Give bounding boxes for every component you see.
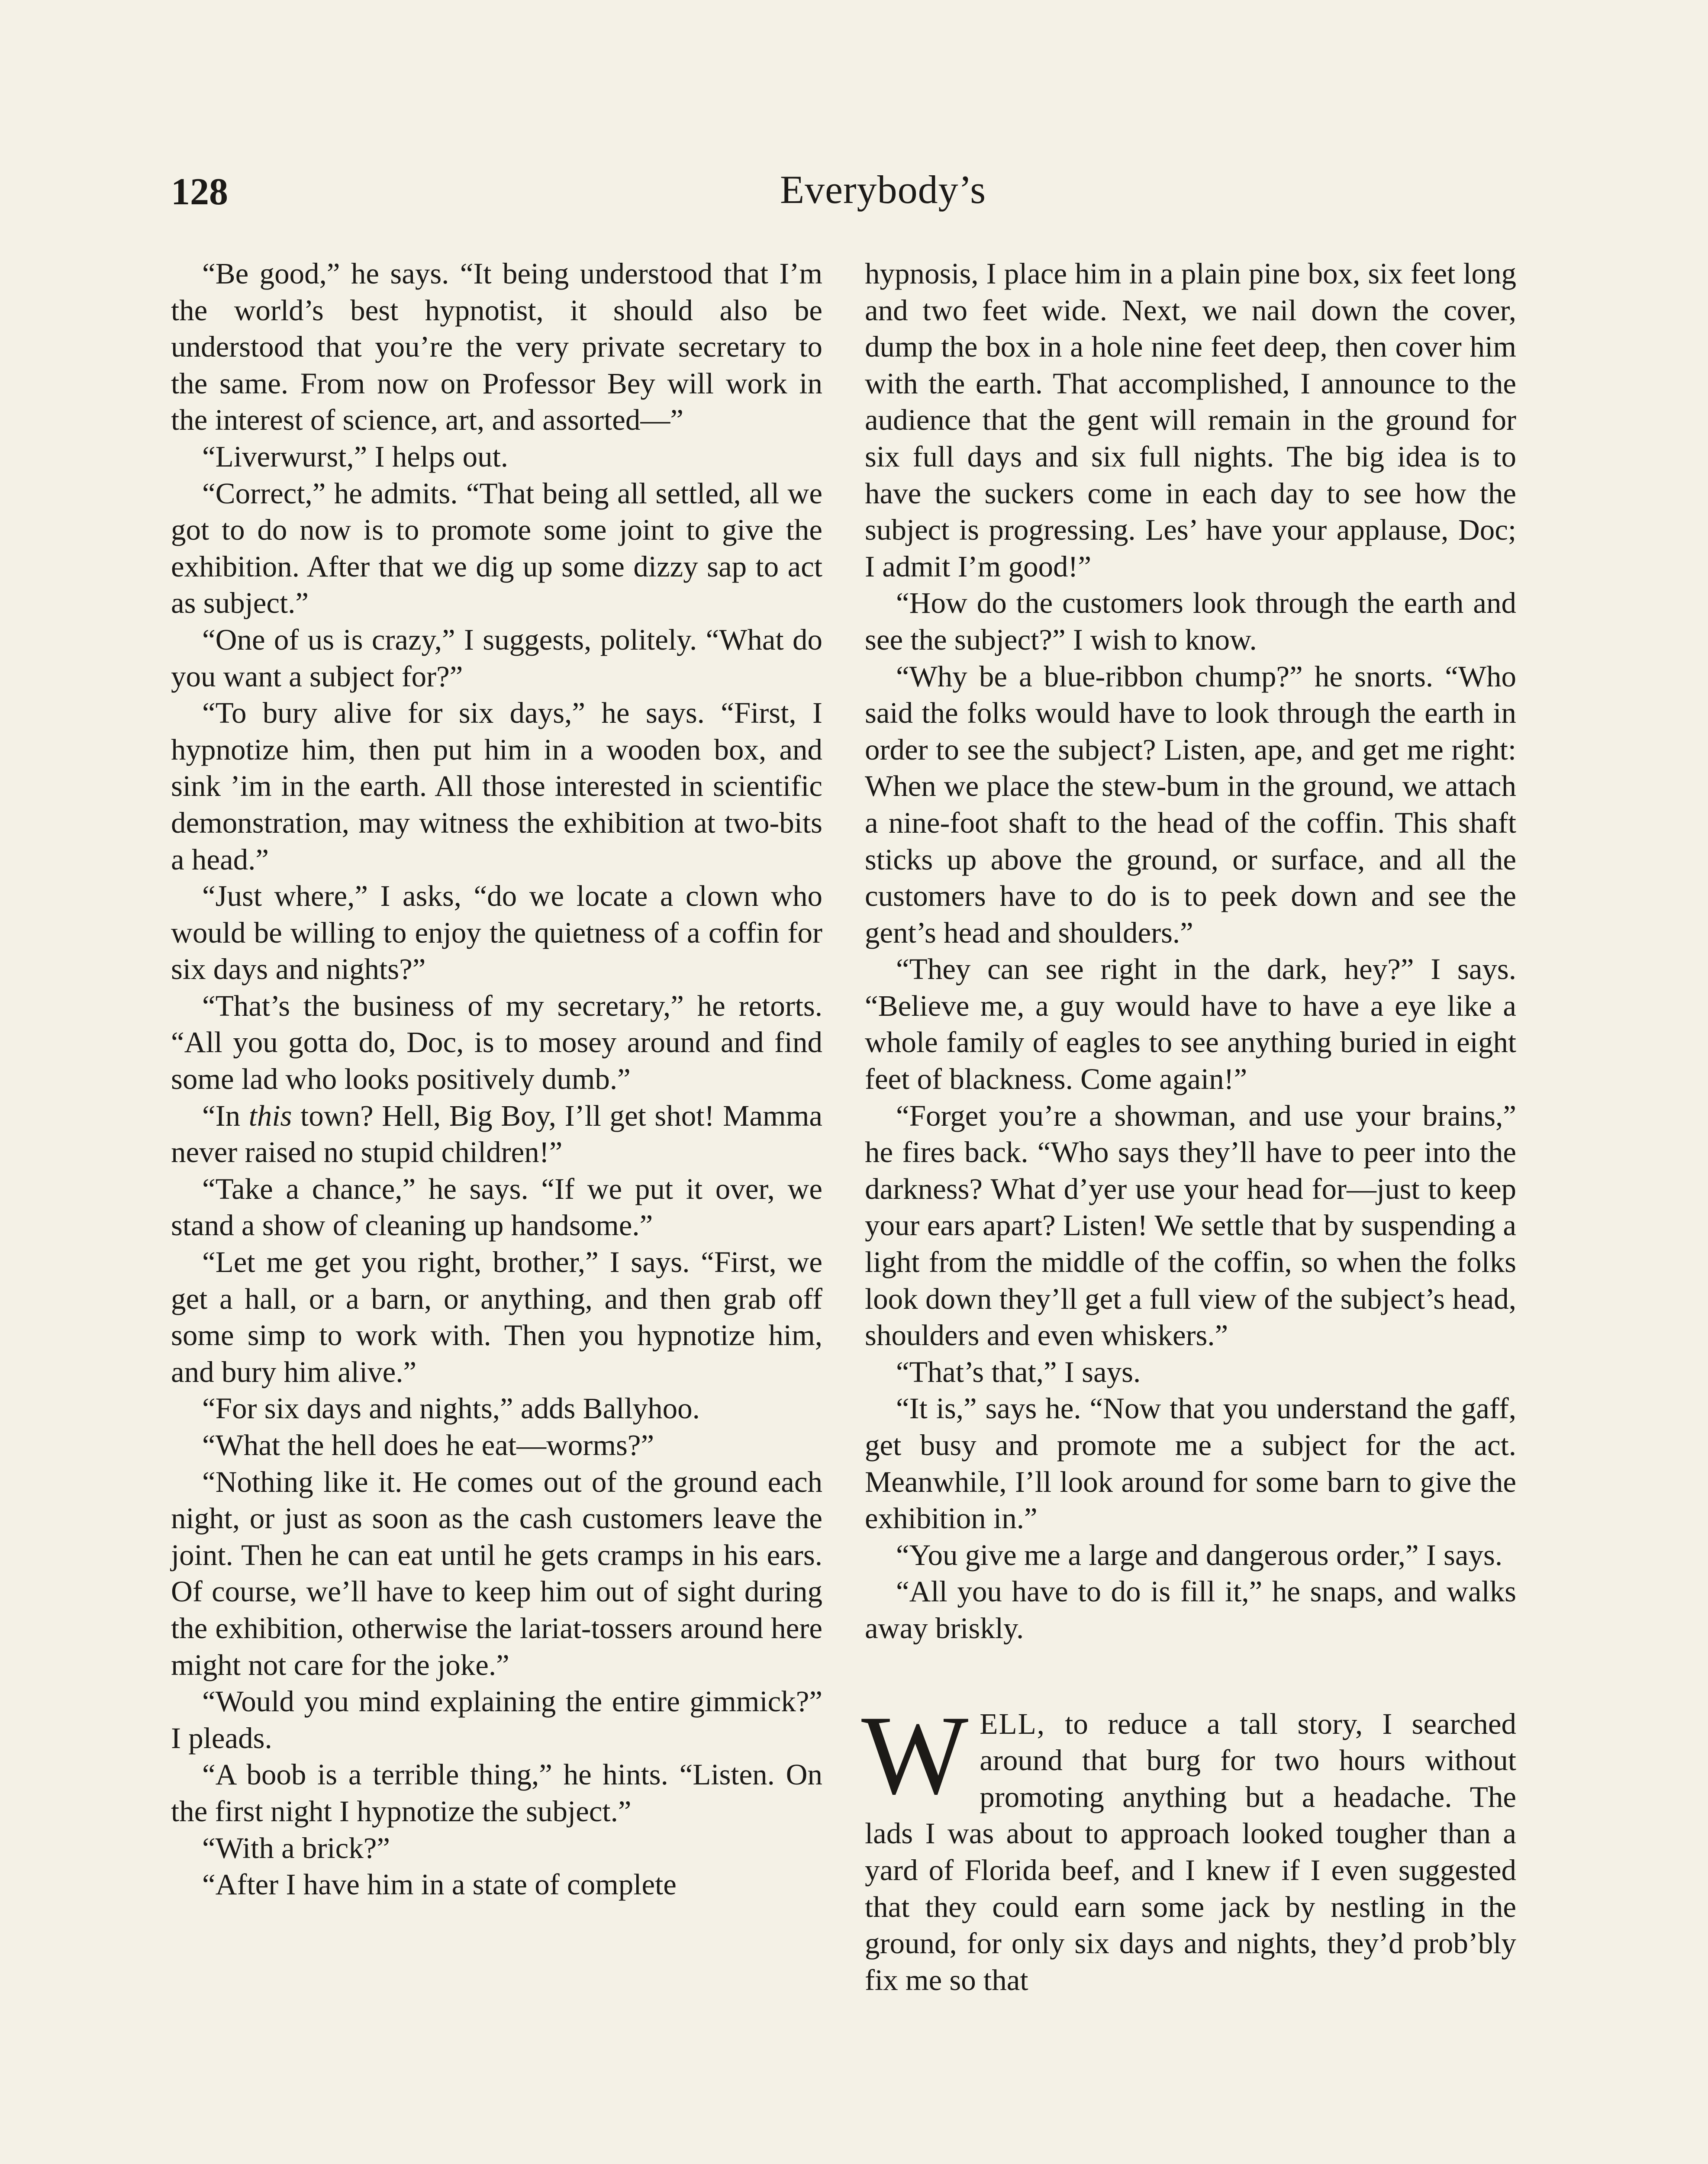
section-opening-paragraph bbox=[861, 1692, 1516, 1999]
paragraph: “To bury alive for six days,” he says. “First, I hypnotize him, then put him in a wooden box, and sink ’im in the earth. All those interested in scientific demonstration, may witness the exhibition at two-bits a head.” bbox=[171, 696, 822, 876]
paragraph: “Let me get you right, brother,” I says. “First, we get a hall, or a barn, or anything, and then grab off some simp to work with. Then you hypnotize him, and bury him alive.” bbox=[171, 1246, 822, 1388]
paragraph: “It is,” says he. “Now that you understand the gaff, get busy and promote me a subject for the act. Meanwhile, I’ll look around for some barn to give the exhibition in.” bbox=[865, 1392, 1516, 1535]
paragraph: “You give me a large and dangerous order,” I says. bbox=[896, 1538, 1503, 1571]
lead-caps: ELL, bbox=[980, 1707, 1045, 1740]
paragraph: “For six days and nights,” adds Ballyhoo. bbox=[202, 1392, 700, 1425]
left-column bbox=[171, 255, 822, 1903]
drop-cap: W bbox=[861, 1692, 969, 1818]
right-column bbox=[861, 255, 1516, 1998]
paragraph: hypnosis, I place him in a plain pine box, six feet long and two feet wide. Next, we nail down the cover, dump the box in a hole nine feet deep, then cover him with the earth. That accomplished, I announce to the audience that the gent will remain in the ground for six full days and six full nights. The big idea is to have the suckers come in each day to see how the subject is progressing. Les’ have your applause, Doc; I admit I’m good!” bbox=[865, 257, 1516, 583]
paragraph: “Liverwurst,” I helps out. bbox=[202, 440, 509, 473]
paragraph: “Take a chance,” he says. “If we put it over, we stand a show of cleaning up handsome.” bbox=[171, 1172, 822, 1242]
paragraph: “That’s the business of my secretary,” he retorts. “All you gotta do, Doc, is to mosey around and find some lad who looks positively dumb.” bbox=[171, 989, 822, 1096]
paragraph: “Why be a blue-ribbon chump?” he snorts. “Who said the folks would have to look through the earth in order to see the subject? Listen, ape, and get me right: When we place the stew-bum in the ground, we attach a nine-foot shaft to the head of the coffin. This shaft sticks up above the ground, or surface, and all the customers have to do is to peek down and see the gent’s head and shoulders.” bbox=[865, 660, 1516, 949]
page-number: 128 bbox=[171, 171, 228, 213]
paragraph: “After I have him in a state of complete bbox=[202, 1868, 677, 1901]
paragraph: “All you have to do is fill it,” he snaps, and walks away briskly. bbox=[865, 1575, 1516, 1645]
paragraph: “What the hell does he eat—worms?” bbox=[202, 1429, 654, 1462]
paragraph: “One of us is crazy,” I suggests, politely. “What do you want a subject for?” bbox=[171, 623, 822, 693]
paragraph: “A boob is a terrible thing,” he hints. “Listen. On the first night I hypnotize the subject.” bbox=[171, 1758, 822, 1828]
paragraph: “With a brick?” bbox=[202, 1831, 390, 1865]
paragraph: “Be good,” he says. “It being understood that I’m the world’s best hypnotist, it should also be understood that you’re the very private secretary to the same. From now on Professor Bey will work in the interest of science, art, and assorted—” bbox=[171, 257, 822, 437]
section-text: to reduce a tall story, I searched around that burg for two hours without promoting anything but a headache. The lads I was about to approach looked tougher than a yard of Florida beef, and I knew if I even suggested that they could earn some jack by nestling in the ground, for only six days and nights, they’d prob’bly fix me so that bbox=[865, 1707, 1516, 1997]
paragraph: “They can see right in the dark, hey?” I says. “Believe me, a guy would have to have a eye like a whole family of eagles to see anything buried in eight feet of blackness. Come again!” bbox=[865, 953, 1516, 1096]
paragraph: “How do the customers look through the earth and see the subject?” I wish to know. bbox=[865, 586, 1516, 656]
paragraph: “Just where,” I asks, “do we locate a clown who would be willing to enjoy the quietness of a coffin for six days and nights?” bbox=[171, 879, 822, 986]
paragraph: “Forget you’re a showman, and use your brains,” he fires back. “Who says they’ll have to peer into the darkness? What d’yer use your head for—just to keep your ears apart? Listen! We settle that by suspending a light from the middle of the coffin, so when the folks look down they’ll get a full view of the subject’s head, shoulders and even whiskers.” bbox=[865, 1099, 1516, 1352]
emphasis: this bbox=[248, 1099, 292, 1132]
running-head: Everybody’s bbox=[780, 167, 986, 212]
paragraph: “Correct,” he admits. “That being all settled, all we got to do now is to promote some joint to give the exhibition. After that we dig up some dizzy sap to act as subject.” bbox=[171, 477, 822, 620]
paragraph: “Would you mind explaining the entire gimmick?” I pleads. bbox=[171, 1685, 822, 1755]
paragraph: “In this town? Hell, Big Boy, I’ll get shot! Mamma never raised no stupid children!” bbox=[171, 1099, 822, 1169]
paragraph: “Nothing like it. He comes out of the ground each night, or just as soon as the cash customers leave the joint. Then he can eat until he gets cramps in his ears. Of course, we’ll have to keep him out of sight during the exhibition, otherwise the lariat-tossers around here might not care for the joke.” bbox=[171, 1465, 822, 1681]
paragraph: “That’s that,” I says. bbox=[896, 1355, 1141, 1388]
